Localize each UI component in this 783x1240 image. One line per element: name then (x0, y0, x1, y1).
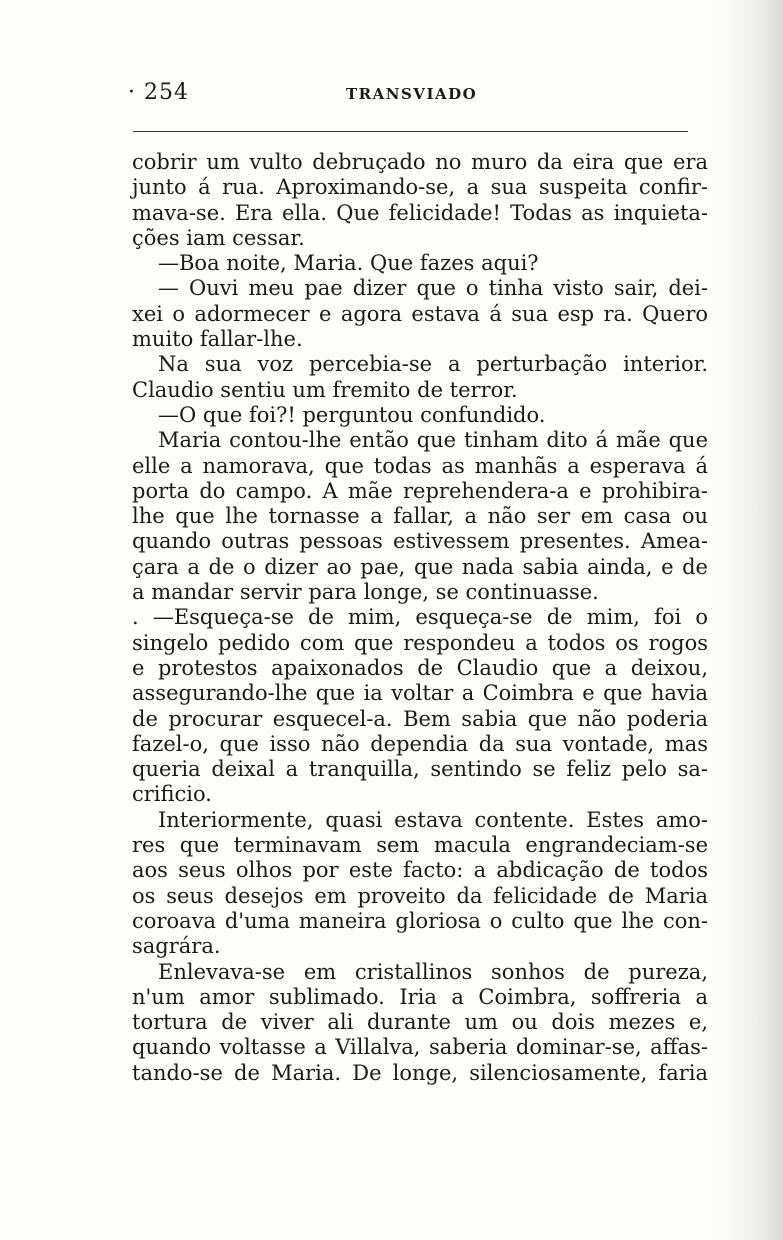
text-line: Na sua voz percebia-se a perturbação interior. (158, 352, 708, 377)
running-title: TRANSVIADO (346, 85, 478, 103)
text-line: Maria contou-lhe então que tinham dito á mãe que (158, 428, 708, 453)
text-line: assegurando-lhe que ia voltar a Coimbra e que havia (132, 681, 708, 706)
text-line: —Boa noite, Maria. Que fazes aqui? (158, 251, 539, 276)
text-line: e protestos apaixonados de Claudio que a deixou, (132, 655, 708, 680)
text-line: a mandar servir para longe, se continuasse. (132, 580, 599, 605)
page-edge-shadow (713, 0, 783, 1240)
text-line: Interiormente, quasi estava contente. Estes amo- (158, 807, 708, 832)
text-line: queria deixal a tranquilla, sentindo se feliz pelo sa- (132, 757, 708, 782)
text-line: tando-se de Maria. De longe, silenciosamente, faria (132, 1060, 708, 1085)
text-line: ções iam cessar. (132, 225, 305, 250)
page-number: · 254 (128, 80, 189, 105)
text-line: junto á rua. Aproximando-se, a sua suspeita confir- (132, 175, 708, 200)
text-line: n'um amor sublimado. Iria a Coimbra, soffreria a (132, 984, 708, 1009)
text-line: —O que foi?! perguntou confundido. (158, 402, 546, 427)
text-line: Claudio sentiu um fremito de terror. (132, 377, 518, 402)
text-line: aos seus olhos por este facto: a abdicação de todos (132, 858, 708, 883)
page-header (118, 80, 698, 110)
header-rule (133, 131, 688, 132)
text-line: crificio. (132, 782, 212, 807)
text-line: çara a de o dizer ao pae, que nada sabia ainda, e de (132, 554, 708, 579)
text-line: sagrára. (132, 934, 221, 959)
text-line: xei o adormecer e agora estava á sua esp ra. Quero (132, 301, 708, 326)
text-line: elle a namorava, que todas as manhãs a esperava á (132, 453, 708, 478)
text-line: muito fallar-lhe. (132, 327, 303, 352)
text-line: — Ouvi meu pae dizer que o tinha visto sair, dei- (158, 276, 708, 301)
text-line: fazel-o, que isso não dependia da sua vontade, mas (132, 731, 708, 756)
text-line: porta do campo. A mãe reprehendera-a e prohibira- (132, 478, 708, 503)
text-line: coroava d'uma maneira gloriosa o culto que lhe con- (132, 908, 708, 933)
text-line: singelo pedido com que respondeu a todos os rogos (132, 630, 708, 655)
text-line: . —Esqueça-se de mim, esqueça-se de mim, foi o (132, 605, 708, 630)
text-line: lhe que lhe tornasse a fallar, a não ser em casa ou (132, 504, 708, 529)
text-line: tortura de viver ali durante um ou dois mezes e, (132, 1010, 708, 1035)
text-line: quando voltasse a Villalva, saberia dominar-se, affas- (132, 1035, 708, 1060)
text-line: cobrir um vulto debruçado no muro da eira que era (132, 150, 708, 174)
text-line: os seus desejos em proveito da felicidade de Maria (132, 883, 708, 908)
text-line: quando outras pessoas estivessem presentes. Amea- (132, 529, 708, 554)
body-text (132, 150, 708, 1086)
text-line: res que terminavam sem macula engrandeciam-se (132, 833, 708, 858)
text-line: mava-se. Era ella. Que felicidade! Todas as inquieta- (132, 200, 708, 225)
text-line: Enlevava-se em cristallinos sonhos de pureza, (158, 959, 708, 984)
text-line: de procurar esquecel-a. Bem sabia que não poderia (132, 706, 708, 731)
